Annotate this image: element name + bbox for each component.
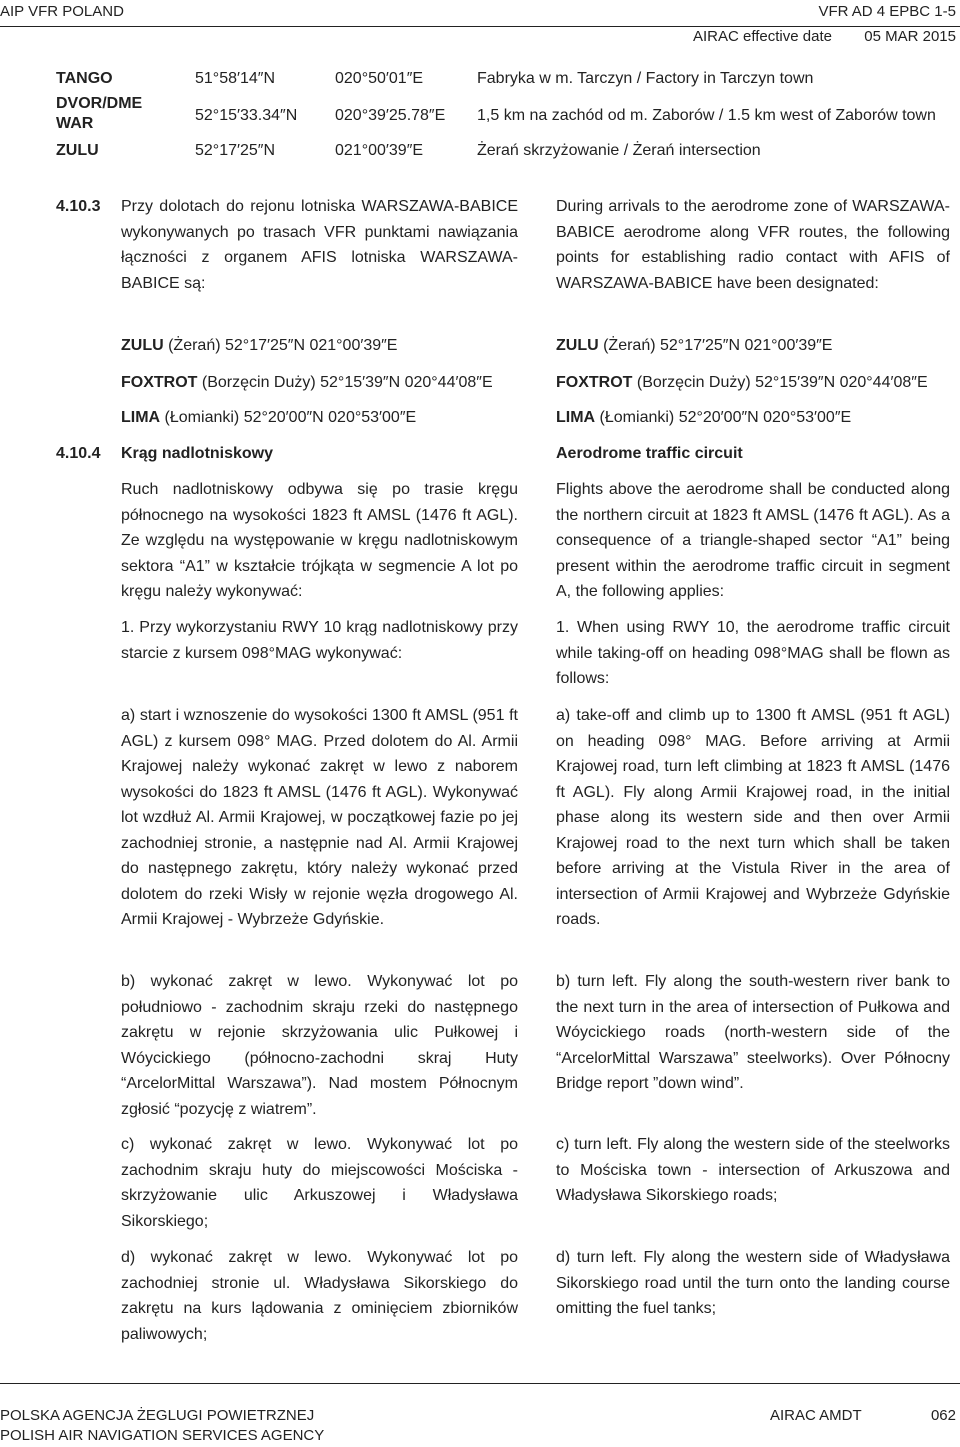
header-right: VFR AD 4 EPBC 1-5 — [818, 3, 956, 20]
point-lima-en — [556, 405, 851, 431]
header-left: AIP VFR POLAND — [0, 3, 124, 20]
step-a-pl: a) start i wznoszenie do wysokości 1300 ft AMSL (951 ft AGL) z kursem 098° MAG. Przed dolotem do Al. Armii Krajowej należy wykonać zakręt w lewo z naborem wysokości do 1823 ft AMSL (1476 ft AGL). Wykonywać lot wzdłuż Al. Armii Krajowej, w początkowej fazie po jej zachodniej stronie, a następnie nad Al. Armii Krajowej do następnego zakrętu, który należy wykonać przed dolotem do rzeki Wisły w rejonie węzła drogowego Al. Armii Krajowej - Wybrzeże Gdyńskie. — [121, 707, 518, 928]
rwy10-pl: 1. Przy wykorzystaniu RWY 10 krąg nadlotniskowy przy starcie z kursem 098°MAG wykonywać: — [121, 619, 518, 662]
point-foxtrot-pl — [121, 370, 493, 396]
point-detail: (Łomianki) 52°20′00″N 020°53′00″E — [160, 409, 417, 426]
step-c-en: c) turn left. Fly along the western side of the steelworks to Mościska town - intersection of Arkuszowa and Władysława Sikorskiego roads; — [556, 1136, 950, 1204]
rwy10-en: 1. When using RWY 10, the aerodrome traffic circuit while taking-off on heading 098°MAG shall be flown as follows: — [556, 619, 950, 687]
point-lima-pl — [121, 405, 416, 431]
point-name: ZULU — [56, 142, 99, 159]
footer-amdt-number: 062 — [930, 1407, 956, 1424]
point-lat: 52°17′25″N — [195, 142, 276, 159]
step-b-en: b) turn left. Fly along the south-western river bank to the next turn in the area of intersection of Pułkowa and Wóycickiego roads (north-western side of the “ArcelorMittal Warszawa” steelworks). Over Północny Bridge report ”down wind”. — [556, 973, 950, 1092]
footer-amdt-label: AIRAC AMDT — [770, 1407, 862, 1424]
section-title-en: Aerodrome traffic circuit — [556, 445, 743, 462]
point-name: FOXTROT — [121, 374, 198, 391]
point-desc: 1,5 km na zachód od m. Zaborów / 1.5 km west of Zaborów town — [477, 107, 936, 124]
point-lat: 51°58′14″N — [195, 70, 276, 87]
circuit-intro-pl: Ruch nadlotniskowy odbywa się po trasie kręgu północnego na wysokości 1823 ft AMSL (1476 ft AGL). Ze względu na występowanie w kręgu nadlotniskowym sektora “A1” w kształcie trójkąta w segmencie A lot po kręgu należy wykonywać: — [121, 481, 518, 600]
section-4-10-3-pl: Przy dolotach do rejonu lotniska WARSZAWA-BABICE wykonywanych po trasach VFR punktami nawiązania łączności z organem AFIS lotniska WARSZAWA-BABICE są: — [121, 198, 518, 292]
point-foxtrot-en — [556, 370, 928, 396]
step-b-pl: b) wykonać zakręt w lewo. Wykonywać lot po południowo - zachodnim skraju rzeki do następnego zakrętu w rejonie skrzyżowania ulic Pułkowej i Wóycickiego (północno-zachodni skraj Huty “ArcelorMittal Warszawa”). Nad mostem Północnym zgłosić “pozycję z wiatrem”. — [121, 973, 518, 1118]
point-name: FOXTROT — [556, 374, 633, 391]
step-d-pl: d) wykonać zakręt w lewo. Wykonywać lot po zachodniej stronie ul. Władysława Sikorskiego do zakrętu na kurs lądowania z ominięciem zbiorników paliwowych; — [121, 1249, 518, 1343]
section-4-10-3-en: During arrivals to the aerodrome zone of WARSZAWA-BABICE aerodrome along VFR routes, the following points for establishing radio contact with AFIS of WARSZAWA-BABICE have been designated: — [556, 198, 950, 292]
point-lon: 021°00′39″E — [335, 142, 424, 159]
point-detail: (Borzęcin Duży) 52°15′39″N 020°44′08″E — [197, 374, 493, 391]
circuit-intro-en: Flights above the aerodrome shall be conducted along the northern circuit at 1823 ft AMSL (1476 ft AGL). As a consequence of a triangle-shaped sector “A1” being present within the aerodrome traffic circuit in segment A, the following applies: — [556, 481, 950, 600]
point-zulu-pl — [121, 333, 397, 359]
point-detail: (Żerań) 52°17′25″N 021°00′39″E — [598, 337, 833, 354]
point-detail: (Łomianki) 52°20′00″N 020°53′00″E — [595, 409, 852, 426]
step-c-pl: c) wykonać zakręt w lewo. Wykonywać lot po zachodnim skraju huty do miejscowości Mościska - skrzyżowanie ulic Arkuszowej i Władysława Sikorskiego; — [121, 1136, 518, 1230]
point-name: ZULU — [121, 337, 164, 354]
step-d-en: d) turn left. Fly along the western side of Władysława Sikorskiego road until the turn onto the landing course omitting the fuel tanks; — [556, 1249, 950, 1317]
point-detail: (Żerań) 52°17′25″N 021°00′39″E — [163, 337, 398, 354]
point-name: TANGO — [56, 70, 113, 87]
step-a-en: a) take-off and climb up to 1300 ft AMSL (951 ft AGL) on heading 098° MAG. Before arriving at Armii Krajowej road, turn left climbing at 1823 ft AMSL (1476 ft AGL). Fly along Armii Krajowej road, in the initial phase along its western side and then over Armii Krajowej road to the next turn which shall be taken before arriving at the Vistula River in the area of intersection of Armii Krajowej and Wybrzeże Gdyńskie roads. — [556, 707, 950, 928]
footer-agency-pl: POLSKA AGENCJA ŻEGLUGI POWIETRZNEJ — [0, 1407, 315, 1424]
point-lon: 020°50′01″E — [335, 70, 424, 87]
section-title-pl: Krąg nadlotniskowy — [121, 445, 274, 462]
point-name: DVOR/DME WAR — [56, 95, 143, 132]
point-name: ZULU — [556, 337, 599, 354]
airac-label: AIRAC effective date — [693, 28, 832, 45]
point-detail: (Borzęcin Duży) 52°15′39″N 020°44′08″E — [632, 374, 928, 391]
footer-rule — [0, 1383, 960, 1384]
section-number: 4.10.3 — [56, 198, 101, 215]
point-desc: Żerań skrzyżowanie / Żerań intersection — [477, 142, 761, 159]
point-lon: 020°39′25.78″E — [335, 107, 446, 124]
point-lat: 52°15′33.34″N — [195, 107, 298, 124]
section-number: 4.10.4 — [56, 445, 101, 462]
point-zulu-en — [556, 333, 832, 359]
point-desc: Fabryka w m. Tarczyn / Factory in Tarczyn town — [477, 70, 814, 87]
header-bar — [0, 0, 960, 27]
point-name: LIMA — [121, 409, 161, 426]
point-name: LIMA — [556, 409, 596, 426]
airac-date: 05 MAR 2015 — [864, 28, 956, 45]
footer-agency-en: POLISH AIR NAVIGATION SERVICES AGENCY — [0, 1427, 325, 1444]
